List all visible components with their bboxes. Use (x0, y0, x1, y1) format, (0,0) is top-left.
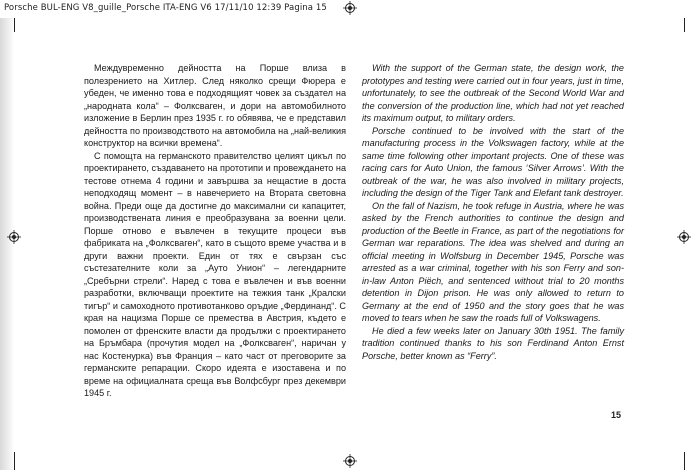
print-slug-line: Porsche BUL-ENG V8_guille_Porsche ITA-ENG V6 17/11/10 12:39 Pagina 15 (4, 3, 327, 13)
bulgarian-text-column (84, 62, 346, 400)
bulgarian-paragraph: Междувременно дейността на Порше влиза в полезрението на Хитлер. След няколко срещи Фюрера е убеден, че именно това е подходящият човек за създател на „народната кола“ – Фолксваген, и дори на автомобилното изложение в Берлин през 1935 г. го обявява, че е представил дейността по производството на автомобила на „най-великия конструктор на всички времена“. (84, 63, 346, 148)
registration-mark-right-icon (677, 230, 691, 244)
registration-mark-left-icon (7, 230, 21, 244)
crop-mark-top-left (14, 18, 15, 32)
english-paragraph: With the support of the German state, the design work, the prototypes and testing were carried out in four years, just in time, unfortunately, to see the outbreak of the Second World War and the conversion of the production line, which had not yet reached its maximum output, to military orders. (362, 63, 624, 123)
crop-mark-bottom-right (684, 452, 685, 470)
english-paragraph: Porsche continued to be involved with the start of the manufacturing process in the Volkswagen factory, while at the same time following other important projects. One of these was racing cars for Auto Union, the famous ‘Silver Arrows’. With the outbreak of the war, he was also involved in military projects, including the design of the Tiger Tank and Elefant tank destroyer. (362, 125, 624, 198)
bulgarian-paragraph: С помощта на германското правителство целият цикъл по проектирането, създаването на прототипи и провеждането на тестове отнема 4 години и завършва за нещастие в доста неподходящ момент – в навечерието на Втората световна война. Преди още да достигне до максимални си капацитет, производствената линия е преобразувана за военни цели. Порше отново е въвлечен в текущите процеси във фабриката на „Фолксваген“, като в същото време участва и в други важни проекти. Един от тях е свързан със състезателните коли за „Ауто Унион“ – легендарните „Сребърни стрели“. Наред с това е въвлечен и във военни разработки, включващи проектите на тежкия танк „Кралски тигър“ и самоходното противотанково оръдие „Фердинанд“. С края на нацизма Порше се премества в Австрия, където е помолен от френските власти да продължи с проектирането на Бръмбара (прочутия модел на „Фолксваген“, наричан у нас Костенурка) във Франция – като част от преговорите за германските репарации. Скоро идеята е изоставена и по време на официалната среща във Волфсбург през декември 1945 г. (84, 150, 346, 398)
page-number: 15 (611, 410, 622, 420)
registration-mark-top-icon (343, 1, 357, 15)
book-spine-shadow (0, 18, 14, 470)
english-paragraph: On the fall of Nazism, he took refuge in Austria, where he was asked by the French authorities to continue the design and production of the Beetle in France, as part of the negotiations for German war reparations. The idea was shelved and during an official meeting in Wolfsburg in December 1945, Porsche was arrested as a war criminal, together with his son Ferry and son-in-law Anton Piëch, and sentenced without trial to 20 months detention in Dijon prison. He was only allowed to return to Germany at the end of 1950 and the story goes that he was moved to tears when he saw the roads full of Volkswagens. (362, 200, 624, 323)
english-text-column (362, 62, 624, 362)
registration-mark-bottom-icon (343, 454, 357, 468)
crop-mark-bottom-left (14, 452, 15, 470)
english-paragraph: He died a few weeks later on January 30th 1951. The family tradition continued thanks to his son Ferdinand Anton Ernst Porsche, better known as “Ferry”. (362, 325, 624, 361)
crop-mark-top-right (684, 18, 685, 32)
